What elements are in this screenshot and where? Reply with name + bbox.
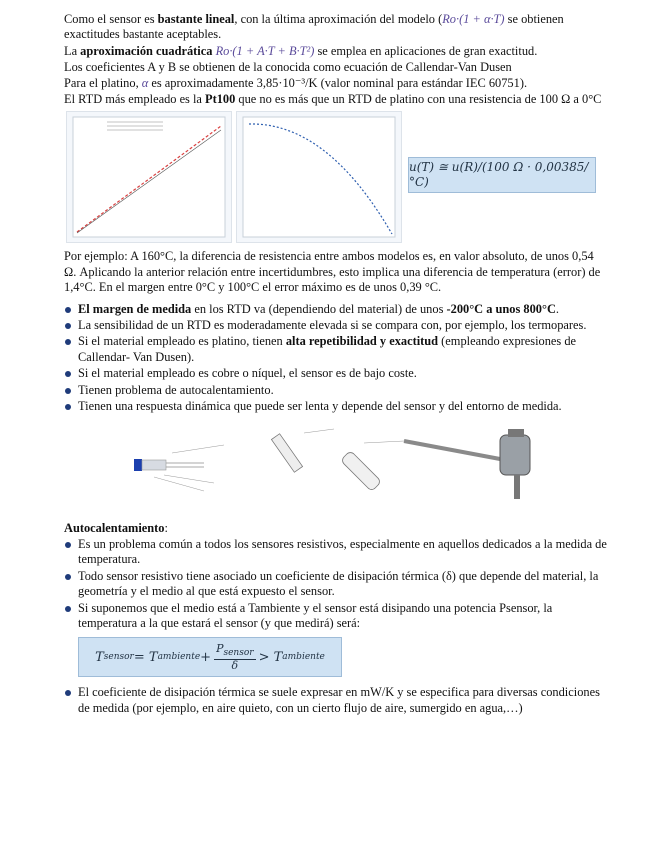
paragraph-pt100: El RTD más empleado es la Pt100 que no es más que un RTD de platino con una resistencia de 100 Ω a 0°C: [64, 92, 602, 107]
paragraph-linear: Como el sensor es bastante lineal, con la última aproximación del modelo (Ro·(1 + α·T) se obtienen exactitudes bastante aceptables.: [64, 12, 564, 42]
uncertainty-formula: u(T) ≅ u(R)/(100 Ω · 0,00385/°C): [408, 157, 596, 193]
list-item: Si el material empleado es cobre o níquel, el sensor es de bajo coste.: [64, 366, 609, 381]
list-item: Tienen una respuesta dinámica que puede ser lenta y depende del sensor y del entorno de medida.: [64, 399, 609, 414]
list-item: La sensibilidad de un RTD es moderadamente elevada si se compara con, por ejemplo, los termopares.: [64, 318, 609, 333]
self-heating-list: [64, 537, 609, 631]
sensor-temperature-equation: T sensor = T ambiente + $\frac{P_{sensor}}{\delta}$ > T ambiente: [78, 637, 342, 677]
paragraph-example: Por ejemplo: A 160°C, la diferencia de resistencia entre ambos modelos es, en valor absoluto, de unos 0,54 Ω. Aplicando la anterior relación entre incertidumbres, esto implica una diferencia de temperatura (error) de 1,4°C. En el margen entre 0°C y 100°C el error máximo es de unos 0,39 °C.: [64, 249, 601, 295]
self-heating-heading: Autocalentamiento:: [64, 520, 168, 535]
list-item: El coeficiente de disipación térmica se suele expresar en mW/K y se especifica para diversas condiciones de medida (por ejemplo, en aire quieto, con un cierto flujo de aire, sumergido en agua,…): [64, 685, 609, 716]
figure-row: [64, 111, 609, 243]
quadratic-model-plot: [236, 111, 402, 243]
thin-film-sensor-drawing: [134, 445, 224, 491]
dissipation-list: [64, 685, 609, 716]
paragraph-coefficients: Los coeficientes A y B se obtienen de la conocida como ecuación de Callendar-Van Dusen: [64, 60, 512, 75]
document-page: [64, 12, 609, 717]
paragraph-alpha: Para el platino, α es aproximadamente 3,85·10⁻³/K (valor nominal para estándar IEC 60751).: [64, 75, 528, 90]
industrial-probe-drawing: [404, 429, 530, 499]
list-item: Si suponemos que el medio está a Tambiente y el sensor está disipando una potencia Psensor, la temperatura a la que estará el sensor (y que medirá) será:: [64, 601, 609, 632]
list-item: Tienen problema de autocalentamiento.: [64, 383, 609, 398]
quadratic-plot-graphic: [237, 112, 401, 242]
sensor-illustrations: [64, 423, 609, 507]
linear-model-plot: [66, 111, 232, 243]
list-item: El margen de medida en los RTD va (dependiendo del material) de unos -200°C a unos 800°C.: [64, 302, 609, 317]
list-item: Todo sensor resistivo tiene asociado un coeficiente de disipación térmica (δ) que depende del material, la geometría y el medio al que está expuesto el sensor.: [64, 569, 609, 600]
rtd-properties-list: [64, 302, 609, 415]
list-item: Si el material empleado es platino, tienen alta repetibilidad y exactitud (empleando expresiones de Callendar- Van Dusen).: [64, 334, 609, 365]
rtd-sensor-images: [64, 423, 609, 507]
linear-plot-graphic: [67, 112, 231, 242]
paragraph-quadratic: La aproximación cuadrática Ro·(1 + A·T + B·T²) se emplea en aplicaciones de gran exactitud.: [64, 43, 538, 58]
wire-wound-sensor-drawing: [271, 429, 404, 492]
power-over-delta-fraction: $\frac{P_{sensor}}{\delta}$: [216, 641, 254, 672]
list-item: Es un problema común a todos los sensores resistivos, especialmente en aquellos dedicados a la medida de temperatura.: [64, 537, 609, 568]
